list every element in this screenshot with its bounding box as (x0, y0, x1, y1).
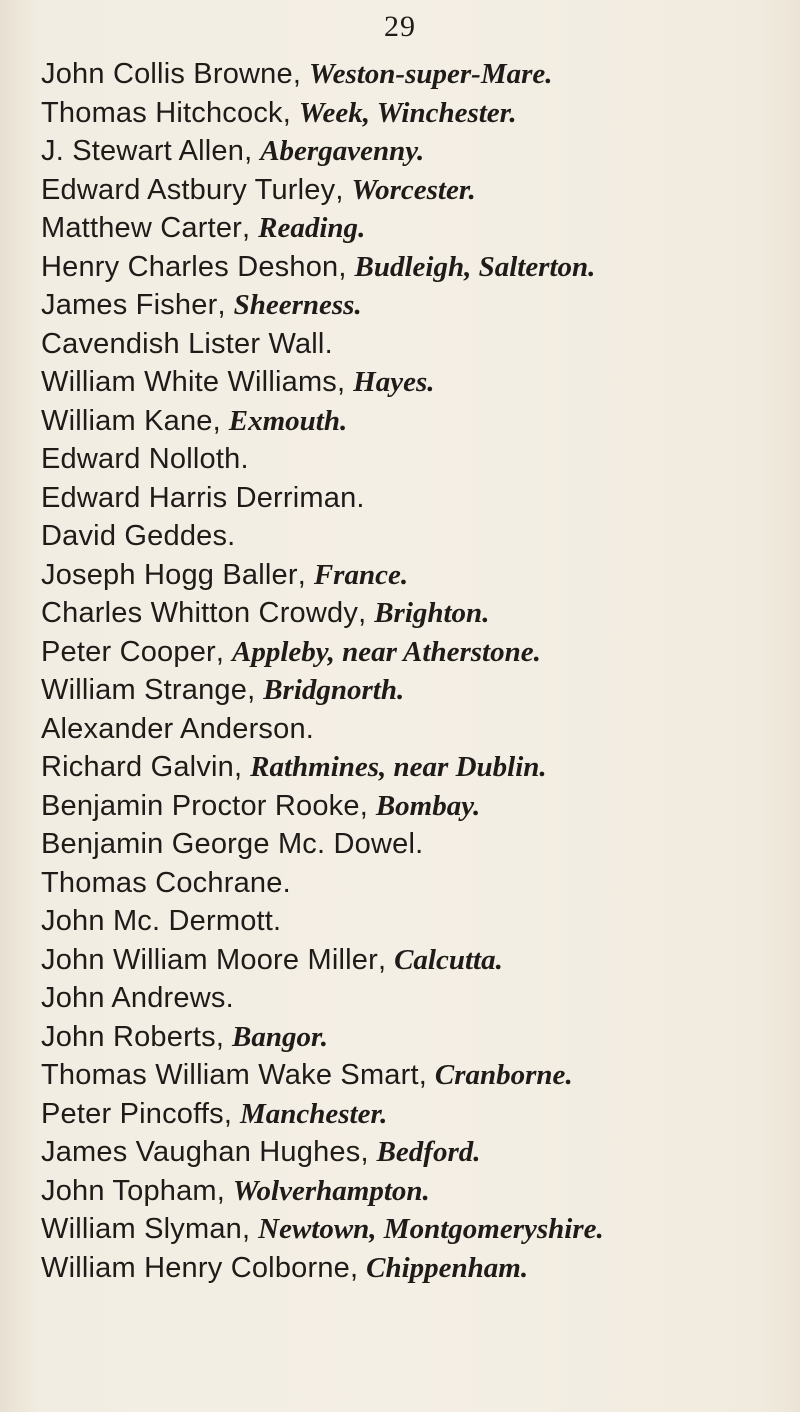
person-name: William White Williams (41, 366, 338, 398)
person-name: John William Moore Miller (41, 943, 378, 976)
separator: , (360, 1136, 377, 1168)
list-item (41, 171, 796, 210)
terminal-period: . (380, 1097, 388, 1130)
list-item (41, 248, 796, 287)
person-name: John Andrews (41, 982, 226, 1014)
terminal-period: . (396, 674, 405, 706)
name-list (41, 55, 796, 1287)
terminal-period: . (588, 250, 596, 283)
terminal-period: . (417, 135, 425, 167)
separator: . (282, 866, 291, 899)
person-name: David Geddes (41, 520, 228, 552)
list-item (41, 209, 796, 248)
list-item (41, 825, 796, 864)
list-item (41, 55, 796, 94)
terminal-period: . (520, 1251, 529, 1284)
person-name: Henry Charles Deshon (41, 250, 339, 283)
list-item (41, 325, 796, 364)
list-item (41, 363, 796, 402)
place-name: Bombay (375, 789, 474, 822)
list-item (41, 710, 796, 749)
place-name: Bangor (232, 1020, 321, 1053)
list-item (41, 1018, 796, 1057)
separator: , (223, 1097, 240, 1130)
separator: , (335, 173, 352, 206)
terminal-period: . (565, 1059, 573, 1091)
place-name: Cranborne (434, 1059, 566, 1091)
person-name: James Vaughan Hughes (41, 1136, 361, 1168)
person-name: Matthew Carter (41, 212, 243, 244)
place-name: Chippenham (366, 1251, 521, 1284)
person-name: Peter Pincoffs (41, 1097, 224, 1130)
place-name: Newtown, Montgomeryshire (258, 1213, 597, 1245)
separator: , (247, 674, 264, 706)
list-item (41, 402, 796, 441)
terminal-period: . (539, 751, 547, 783)
list-item (41, 979, 796, 1018)
terminal-period: . (400, 558, 409, 591)
separator: . (356, 481, 365, 514)
person-name: John Collis Browne (41, 58, 293, 90)
separator: , (217, 289, 234, 321)
separator: , (297, 558, 314, 591)
terminal-period: . (533, 635, 541, 668)
list-item (41, 517, 796, 556)
list-item (41, 1249, 796, 1288)
person-name: Joseph Hogg Baller (41, 558, 298, 591)
person-name: Richard Galvin (41, 751, 234, 783)
page-number: 29 (384, 10, 416, 43)
person-name: John Roberts (41, 1020, 216, 1053)
terminal-period: . (596, 1213, 604, 1245)
list-item (41, 1095, 796, 1134)
terminal-period: . (320, 1020, 328, 1053)
separator: , (337, 366, 354, 398)
separator: , (234, 751, 251, 783)
terminal-period: . (473, 1136, 481, 1168)
list-item (41, 286, 796, 325)
list-item (41, 479, 796, 518)
place-name: Budleigh, Salterton (354, 250, 589, 283)
place-name: Wolverhampton (232, 1174, 423, 1207)
list-item (41, 633, 796, 672)
terminal-period: . (495, 943, 503, 976)
terminal-period: . (482, 597, 490, 629)
place-name: Manchester (239, 1097, 381, 1130)
place-name: Brighton (374, 597, 483, 629)
separator: , (282, 96, 299, 129)
place-name: Exmouth (228, 404, 340, 437)
terminal-period: . (468, 173, 476, 206)
separator: , (358, 597, 375, 629)
list-item (41, 787, 796, 826)
separator: , (242, 1213, 259, 1245)
list-item (41, 132, 796, 171)
person-name: Edward Harris Derriman (41, 481, 357, 514)
person-name: Thomas William Wake Smart (41, 1059, 419, 1091)
terminal-period: . (427, 366, 435, 398)
list-item (41, 941, 796, 980)
separator: , (216, 1174, 233, 1207)
separator: , (338, 250, 355, 283)
person-name: William Henry Colborne (41, 1251, 350, 1284)
place-name: Week, Winchester (298, 96, 510, 129)
place-name: Calcutta (394, 943, 496, 976)
person-name: William Slyman (41, 1213, 242, 1245)
terminal-period: . (358, 212, 366, 244)
separator: , (292, 58, 309, 90)
list-item (41, 594, 796, 633)
terminal-period: . (509, 96, 517, 129)
separator: , (212, 404, 229, 437)
separator: . (415, 828, 424, 860)
person-name: James Fisher (41, 289, 218, 321)
separator: , (244, 135, 261, 167)
separator: . (324, 327, 333, 360)
place-name: Bridgnorth (263, 674, 397, 706)
separator: , (215, 635, 233, 668)
person-name: Edward Astbury Turley (41, 173, 336, 206)
separator: , (242, 212, 259, 244)
place-name: Sheerness (233, 289, 355, 321)
separator: , (418, 1059, 435, 1091)
place-name: Bedford (376, 1136, 474, 1168)
separator: . (225, 982, 234, 1014)
person-name: Benjamin George Mc. Dowel (41, 828, 416, 860)
person-name: J. Stewart Allen (41, 135, 245, 167)
person-name: John Topham (41, 1174, 217, 1207)
person-name: Benjamin Proctor Rooke (41, 789, 360, 822)
person-name: John Mc. Dermott (41, 905, 274, 937)
person-name: Thomas Cochrane (41, 866, 283, 899)
person-name: Cavendish Lister Wall (41, 327, 325, 360)
terminal-period: . (473, 789, 481, 822)
list-item (41, 1056, 796, 1095)
place-name: Weston-super-Mare (308, 58, 546, 90)
terminal-period: . (339, 404, 348, 437)
list-item (41, 748, 796, 787)
terminal-period: . (422, 1174, 430, 1207)
person-name: Alexander Anderson (41, 712, 306, 745)
list-item (41, 902, 796, 941)
person-name: Thomas Hitchcock (41, 96, 283, 129)
list-item (41, 556, 796, 595)
list-item (41, 1172, 796, 1211)
separator: , (215, 1020, 233, 1053)
list-item (41, 440, 796, 479)
list-item (41, 671, 796, 710)
place-name: France (313, 558, 401, 591)
place-name: Hayes (353, 366, 428, 398)
separator: , (377, 943, 395, 976)
terminal-period: . (545, 58, 553, 90)
separator: . (305, 712, 314, 745)
terminal-period: . (354, 289, 362, 321)
place-name: Appleby, near Atherstone (232, 635, 534, 668)
person-name: William Kane (41, 404, 213, 437)
list-item (41, 864, 796, 903)
person-name: William Strange (41, 674, 248, 706)
place-name: Abergavenny (260, 135, 417, 167)
separator: . (240, 443, 249, 475)
person-name: Peter Cooper (41, 635, 216, 668)
separator: . (273, 905, 282, 937)
place-name: Reading (258, 212, 359, 244)
separator: . (227, 520, 236, 552)
person-name: Charles Whitton Crowdy (41, 597, 359, 629)
place-name: Worcester (351, 173, 469, 206)
list-item (41, 94, 796, 133)
separator: , (350, 1251, 367, 1284)
list-item (41, 1133, 796, 1172)
list-item (41, 1210, 796, 1249)
person-name: Edward Nolloth (41, 443, 241, 475)
separator: , (359, 789, 376, 822)
place-name: Rathmines, near Dublin (250, 751, 540, 783)
